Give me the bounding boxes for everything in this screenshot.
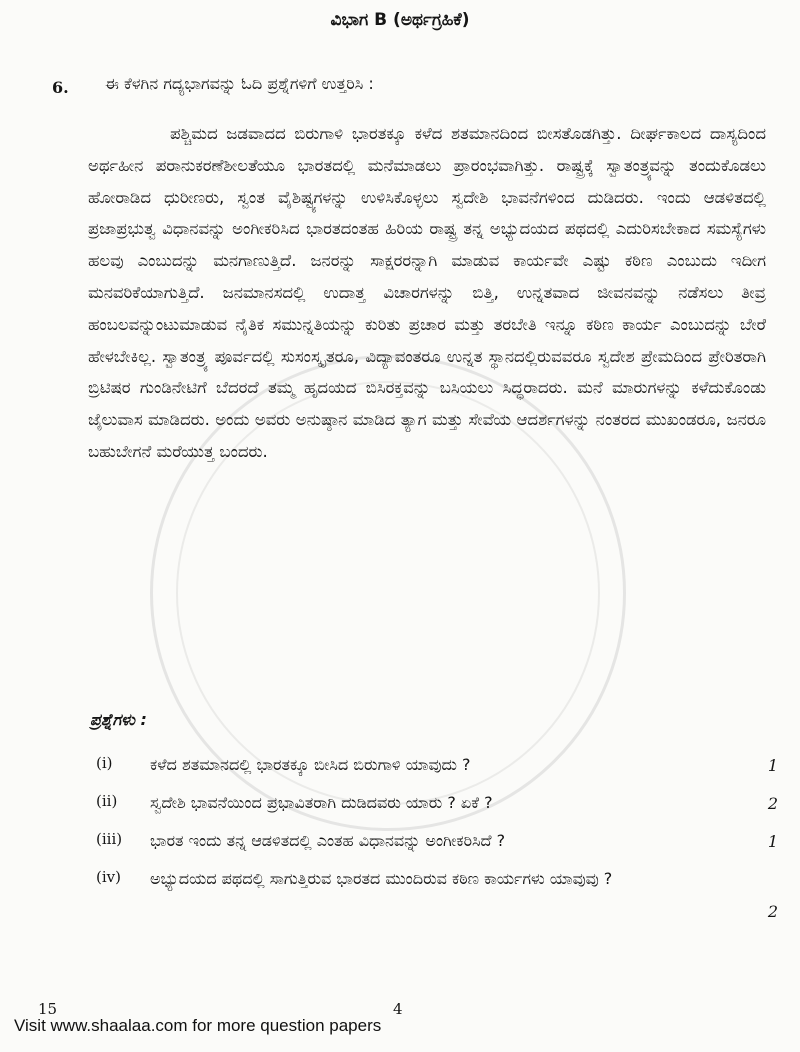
question-label: (iii) bbox=[96, 830, 123, 848]
question-text: ಕಳೆದ ಶತಮಾನದಲ್ಲಿ ಭಾರತಕ್ಕೂ ಬೀಸಿದ ಬಿರುಗಾಳಿ ಯಾವುದು ? bbox=[150, 755, 471, 774]
question-text: ಅಭ್ಯುದಯದ ಪಥದಲ್ಲಿ ಸಾಗುತ್ತಿರುವ ಭಾರತದ ಮುಂದಿರುವ ಕಠಿಣ ಕಾರ್ಯಗಳು ಯಾವುವು ? bbox=[150, 869, 613, 888]
question-marks: 1 bbox=[767, 756, 778, 775]
question-label: (i) bbox=[96, 754, 113, 772]
page-number: 4 bbox=[393, 1000, 403, 1018]
question-label: (iv) bbox=[96, 868, 121, 886]
footer-link-text: Visit www.shaalaa.com for more question papers bbox=[14, 1016, 382, 1035]
question-marks: 2 bbox=[767, 902, 778, 921]
question-marks: 1 bbox=[767, 832, 778, 851]
question-text: ಭಾರತ ಇಂದು ತನ್ನ ಆಡಳಿತದಲ್ಲಿ ಎಂತಹ ವಿಧಾನವನ್ನು ಅಂಗೀಕರಿಸಿದೆ ? bbox=[150, 831, 506, 850]
question-text: ಸ್ವದೇಶಿ ಭಾವನೆಯಿಂದ ಪ್ರಭಾವಿತರಾಗಿ ದುಡಿದವರು ಯಾರು ? ಏಕೆ ? bbox=[150, 793, 493, 812]
question-marks: 2 bbox=[767, 794, 778, 813]
section-title: ವಿಭಾಗ B (ಅರ್ಥಗ್ರಹಿಕೆ) bbox=[330, 10, 470, 30]
instruction-text: ಈ ಕೆಳಗಿನ ಗದ್ಯಭಾಗವನ್ನು ಓದಿ ಪ್ರಶ್ನೆಗಳಿಗೆ ಉತ್ತರಿಸಿ : bbox=[105, 74, 374, 93]
question-label: (ii) bbox=[96, 792, 118, 810]
comprehension-passage: ಪಶ್ಚಿಮದ ಜಡವಾದದ ಬಿರುಗಾಳಿ ಭಾರತಕ್ಕೂ ಕಳೆದ ಶತಮಾನದಿಂದ ಬೀಸತೊಡಗಿತ್ತು. ದೀರ್ಘಕಾಲದ ದಾಸ್ಯದಿಂದ ಅರ್ಥಹೀನ ಪರಾನುಕರಣೆಶೀಲತೆಯೂ ಭಾರತದಲ್ಲಿ ಮನೆಮಾಡಲು ಪ್ರಾರಂಭವಾಗಿತ್ತು. ರಾಷ್ಟ್ರಕ್ಕೆ ಸ್ವಾತಂತ್ರ್ಯವನ್ನು ತಂದುಕೊಡಲು ಹೋರಾಡಿದ ಧುರೀಣರು, ಸ್ವಂತ ವೈಶಿಷ್ಟ್ಯಗಳನ್ನು ಉಳಿಸಿಕೊಳ್ಳಲು ಸ್ವದೇಶಿ ಭಾವನೆಗಳಿಂದ ದುಡಿದರು. ಇಂದು ಆಡಳಿತದಲ್ಲಿ ಪ್ರಜಾಪ್ರಭುತ್ವ ವಿಧಾನವನ್ನು ಅಂಗೀಕರಿಸಿದ ಭಾರತದಂತಹ ಹಿರಿಯ ರಾಷ್ಟ್ರ ತನ್ನ ಅಭ್ಯುದಯದ ಪಥದಲ್ಲಿ ಎದುರಿಸಬೇಕಾದ ಸಮಸ್ಯೆಗಳು ಹಲವು ಎಂಬುದನ್ನು ಮನಗಾಣುತ್ತಿದೆ. ಜನರನ್ನು ಸಾಕ್ಷರರನ್ನಾಗಿ ಮಾಡುವ ಕಾರ್ಯವೇ ಎಷ್ಟು ಕಠಿಣ ಎಂಬುದು ಇದೀಗ ಮನವರಿಕೆಯಾಗುತ್ತಿದೆ. ಜನಮಾನಸದಲ್ಲಿ ಉದಾತ್ತ ವಿಚಾರಗಳನ್ನು ಬಿತ್ತಿ, ಉನ್ನತವಾದ ಜೀವನವನ್ನು ನಡೆಸಲು ತೀವ್ರ ಹಂಬಲವನ್ನುಂಟುಮಾಡುವ ನೈತಿಕ ಸಮುನ್ನತಿಯನ್ನು ಕುರಿತು ಪ್ರಚಾರ ಮತ್ತು ತರಬೇತಿ ಇನ್ನೂ ಕಠಿಣ ಕಾರ್ಯ ಎಂಬುದನ್ನು ಬೇರೆ ಹೇಳಬೇಕಿಲ್ಲ. ಸ್ವಾತಂತ್ರ್ಯ ಪೂರ್ವದಲ್ಲಿ ಸುಸಂಸ್ಕೃತರೂ, ವಿದ್ಯಾವಂತರೂ ಉನ್ನತ ಸ್ಥಾನದಲ್ಲಿರುವವರೂ ಸ್ವದೇಶ ಪ್ರೇಮದಿಂದ ಪ್ರೇರಿತರಾಗಿ ಬ್ರಿಟಿಷರ ಗುಂಡಿನೇಟಿಗೆ ಬೆದರದೆ ತಮ್ಮ ಹೃದಯದ ಬಿಸಿರಕ್ತವನ್ನು ಬಸಿಯಲು ಸಿದ್ಧರಾದರು. ಮನೆ ಮಾರುಗಳನ್ನು ಕಳೆದುಕೊಂಡು ಜೈಲುವಾಸ ಮಾಡಿದರು. ಅಂದು ಅವರು ಅನುಷ್ಠಾನ ಮಾಡಿದ ತ್ಯಾಗ ಮತ್ತು ಸೇವೆಯ ಆದರ್ಶಗಳನ್ನು ನಂತರದ ಮುಖಂಡರೂ, ಜನರೂ ಬಹುಬೇಗನೆ ಮರೆಯುತ್ತ ಬಂದರು. bbox=[88, 124, 766, 461]
page-code: 15 bbox=[38, 1000, 58, 1018]
question-number: 6. bbox=[52, 78, 69, 97]
questions-heading: ಪ್ರಶ್ನೆಗಳು : bbox=[90, 710, 147, 729]
